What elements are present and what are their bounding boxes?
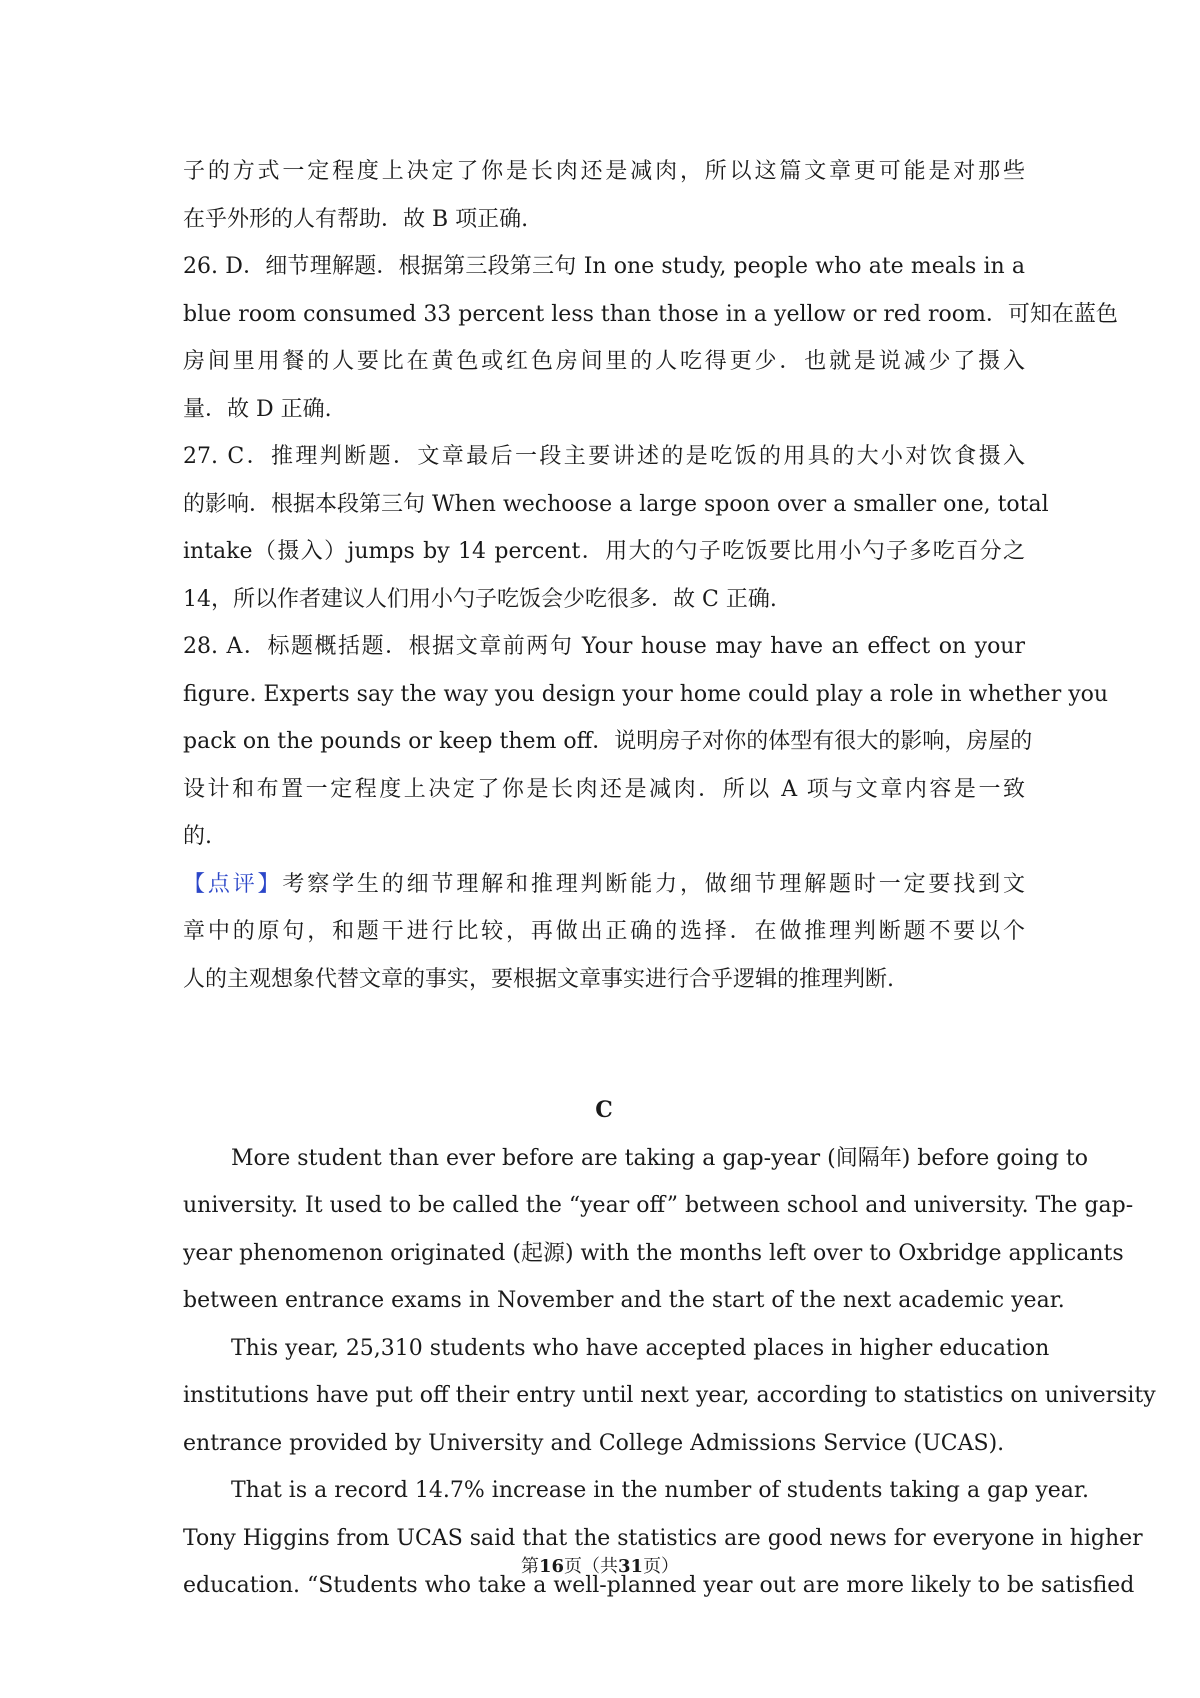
passage-line: This year, 25,310 students who have accepted places in higher education [231, 1335, 1050, 1361]
explanation-line: 设计和布置一定程度上决定了你是长肉还是减肉．所以 A 项与文章内容是一致 [183, 776, 1025, 802]
page-number: 16 [538, 1556, 564, 1577]
section-heading: C [595, 1097, 613, 1123]
explanation-line: 28. A．标题概括题．根据文章前两句 Your house may have an effect on your [183, 634, 1025, 659]
page-footer [0, 1554, 1200, 1580]
explanation-line: 的影响．根据本段第三句 When wechoose a large spoon over a smaller one, total [183, 491, 1049, 517]
passage-line: Tony Higgins from UCAS said that the statistics are good news for everyone in higher [183, 1525, 1143, 1551]
explanation-line: 的. [183, 824, 212, 849]
comment-block [183, 861, 1025, 1004]
explanation-line: intake（摄入）jumps by 14 percent．用大的勺子吃饭要比用小勺子多吃百分之 [183, 539, 1025, 564]
explanation-line: 子的方式一定程度上决定了你是长肉还是减肉，所以这篇文章更可能是对那些 [183, 159, 1025, 184]
explanation-line: pack on the pounds or keep them off．说明房子对你的体型有很大的影响，房屋的 [183, 729, 1033, 754]
page-content [183, 148, 1156, 1610]
total-pages: 31 [618, 1556, 644, 1577]
footer-suffix: 页） [643, 1556, 680, 1577]
spacer [183, 1003, 1025, 1087]
explanation-line: figure. Experts say the way you design your home could play a role in whether you [183, 681, 1109, 707]
passage-line: More student than ever before are taking a gap-year (间隔年) before going to [231, 1145, 1088, 1171]
explanation-line: 房间里用餐的人要比在黄色或红色房间里的人吃得更少．也就是说减少了摄入 [183, 349, 1025, 374]
comment-line: 人的主观想象代替文章的事实，要根据文章事实进行合乎逻辑的推理判断. [183, 966, 894, 992]
explanation-line: 在乎外形的人有帮助．故 B 项正确. [183, 206, 529, 232]
comment-line: 章中的原句，和题干进行比较，再做出正确的选择．在做推理判断题不要以个 [183, 919, 1025, 944]
passage-line: university. It used to be called the “year off” between school and university. The gap- [183, 1193, 1134, 1218]
explanation-line: 14，所以作者建议人们用小勺子吃饭会少吃很多．故 C 正确. [183, 586, 777, 612]
explanation-line: 27. C．推理判断题．文章最后一段主要讲述的是吃饭的用具的大小对饮食摄入 [183, 444, 1025, 469]
passage-line: That is a record 14.7% increase in the number of students taking a gap year. [231, 1478, 1089, 1503]
passage-line: between entrance exams in November and the start of the next academic year. [183, 1288, 1065, 1313]
comment-line [183, 861, 1025, 909]
explanation-line: 26. D．细节理解题．根据第三段第三句 In one study, people who ate meals in a [183, 254, 1025, 279]
passage-line: year phenomenon originated (起源) with the months left over to Oxbridge applicants [183, 1240, 1124, 1266]
passage-line: education. “Students who take a well-planned year out are more likely to be satisfied [183, 1573, 1135, 1598]
explanation-line: blue room consumed 33 percent less than those in a yellow or red room．可知在蓝色 [183, 301, 1118, 327]
footer-prefix: 第 [520, 1556, 539, 1577]
explanation-line: 量．故 D 正确. [183, 396, 332, 422]
reading-passage [183, 1135, 1156, 1610]
comment-tag: 【点评】 [183, 871, 283, 897]
passage-line: entrance provided by University and College Admissions Service (UCAS). [183, 1430, 1005, 1456]
passage-line: institutions have put off their entry until next year, according to statistics on university [183, 1383, 1156, 1408]
answer-explanation [183, 148, 1118, 861]
footer-middle: 页（共 [564, 1556, 618, 1577]
comment-text: 考察学生的细节理解和推理判断能力，做细节理解题时一定要找到文 [282, 871, 1025, 897]
